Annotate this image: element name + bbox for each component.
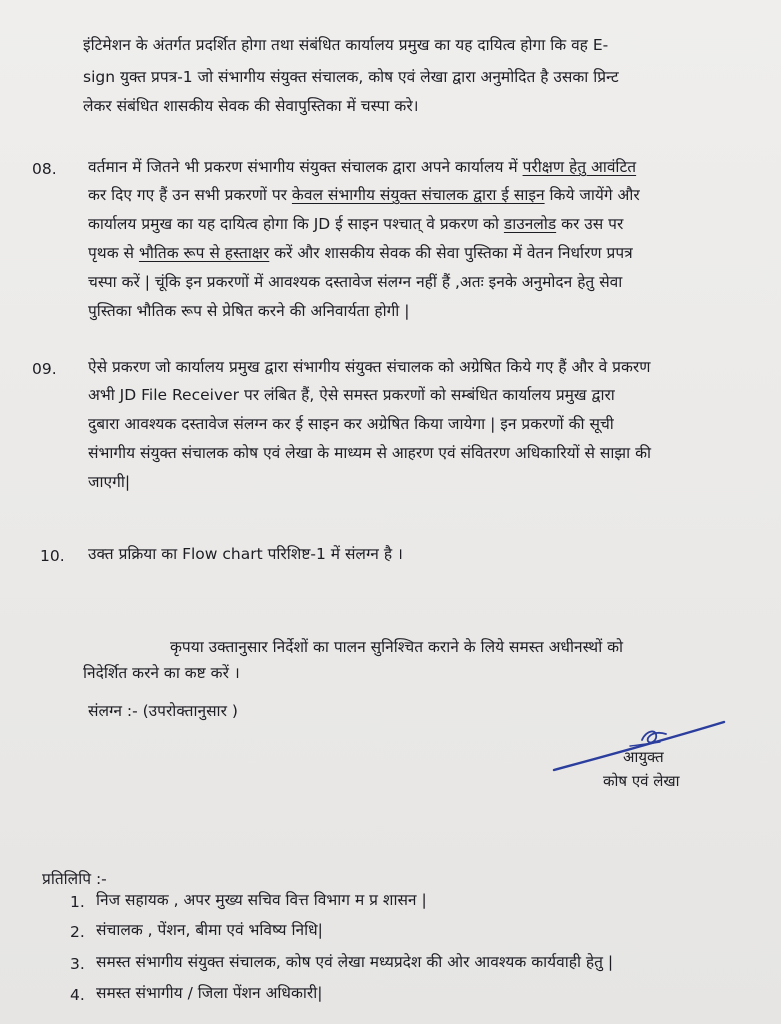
underlined-text: डाउनलोड [503,215,557,233]
text-span: वर्तमान में जितने भी प्रकरण संभागीय संयुक्त संचालक द्वारा अपने कार्यालय में [88,158,523,176]
underlined-text: केवल संभागीय संयुक्त संचालक द्वारा ई साइन [291,186,545,204]
intro-line: इंटिमेशन के अंतर्गत प्रदर्शित होगा तथा संबंधित कार्यालय प्रमुख का यह दायित्व होगा कि वह E- [83,36,609,54]
signatory-department: कोष एवं लेखा [603,772,680,790]
signatory-title: आयुक्त [623,748,664,766]
text-span: कर उस पर [556,215,624,233]
underlined-text: भौतिक रूप से हस्ताक्षर [138,244,270,262]
para08-line-4 [88,242,633,264]
para09-line: अभी JD File Receiver पर लंबित हैं, ऐसे समस्त प्रकरणों को सम्बंधित कार्यालय प्रमुख द्वारा [88,386,615,404]
paragraph-number: 08. [32,160,57,178]
para08-line-5: चस्पा करें | चूंकि इन प्रकरणों में आवश्यक दस्तावेज संलग्न नहीं हैं ,अतः इनके अनुमोदन हेतु सेवा [88,273,623,291]
underlined-text: परीक्षण हेतु आवंटित [522,158,637,176]
text-span: किये जायेंगे और [544,186,640,204]
copy-item-number: 1. [70,893,85,911]
handwritten-signature [548,712,733,778]
text-span: करें और शासकीय सेवक की सेवा पुस्तिका में वेतन निर्धारण प्रपत्र [269,244,633,262]
para10-text: उक्त प्रक्रिया का Flow chart परिशिष्ट-1 में संलग्न है । [88,545,403,563]
closing-line: निदेर्शित करने का कष्ट करें । [83,664,240,682]
copy-to-heading: प्रतिलिपि :- [42,870,107,888]
enclosure-note: संलग्न :- (उपरोक्तानुसार ) [88,702,238,720]
para09-line: ऐसे प्रकरण जो कार्यालय प्रमुख द्वारा संभागीय संयुक्त संचालक को अग्रेषित किये गए हैं और वे प्रकरण [88,358,651,376]
para08-line-2 [88,184,640,206]
text-span: कार्यालय प्रमुख का यह दायित्व होगा कि JD ई साइन पश्चात् वे प्रकरण को [88,215,504,233]
text-span: पृथक से [88,244,139,262]
copy-item-text: संचालक , पेंशन, बीमा एवं भविष्य निधि| [96,921,323,939]
paragraph-number: 09. [32,360,57,378]
intro-line: लेकर संबंधित शासकीय सेवक की सेवापुस्तिका में चस्पा करे। [83,97,419,115]
paragraph-number: 10. [40,547,65,565]
copy-item-number: 4. [70,986,85,1004]
para08-line-6: पुस्तिका भौतिक रूप से प्रेषित करने की अनिवार्यता होगी | [88,302,410,320]
intro-line: sign युक्त प्रपत्र-1 जो संभागीय संयुक्त संचालक, कोष एवं लेखा द्वारा अनुमोदित है उसका प्रिन्ट [83,68,619,86]
copy-item-number: 3. [70,955,85,973]
text-span: कर दिए गए हैं उन सभी प्रकरणों पर [88,186,292,204]
copy-item-text: निज सहायक , अपर मुख्य सचिव वित्त विभाग म प्र शासन | [96,891,427,909]
para09-line: दुबारा आवश्यक दस्तावेज संलग्न कर ई साइन कर अग्रेषित किया जायेगा | इन प्रकरणों की सूची [88,415,614,433]
copy-item-text: समस्त संभागीय संयुक्त संचालक, कोष एवं लेखा मध्यप्रदेश की ओर आवश्यक कार्यवाही हेतु | [96,953,614,971]
para08-line-1 [88,156,636,178]
closing-line: कृपया उक्तानुसार निर्देशों का पालन सुनिश्चित कराने के लिये समस्त अधीनस्थों को [170,638,624,656]
para09-line: संभागीय संयुक्त संचालक कोष एवं लेखा के माध्यम से आहरण एवं संवितरण अधिकारियों से साझा की [88,444,651,462]
para09-line: जाएगी| [88,473,131,491]
copy-item-text: समस्त संभागीय / जिला पेंशन अधिकारी| [96,984,323,1002]
copy-item-number: 2. [70,923,85,941]
para08-line-3 [88,213,623,235]
